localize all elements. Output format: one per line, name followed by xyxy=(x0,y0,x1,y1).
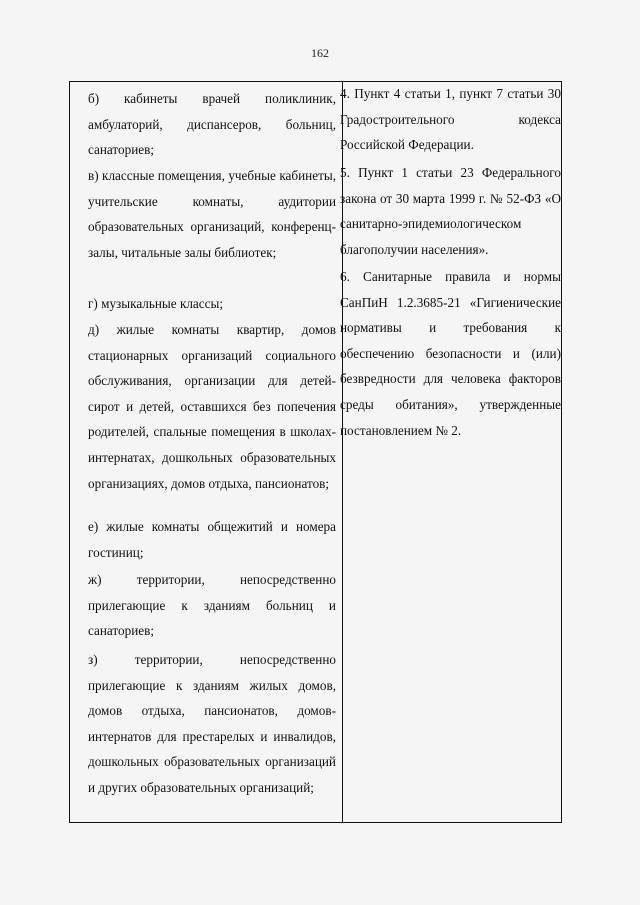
left-paragraph-v: в) классные помещения, учебные кабинеты, учительские комнаты, аудитории образовательных организаций, конференц-залы, читальные залы библиотек; xyxy=(88,168,336,260)
left-paragraph-g: г) музыкальные классы; xyxy=(88,296,224,311)
right-paragraph-5: 5. Пункт 1 статьи 23 Федерального закона от 30 марта 1999 г. № 52-ФЗ «О санитарно-эпидемиологическом благополучии населения». xyxy=(340,165,561,257)
two-column-table xyxy=(69,81,562,823)
left-paragraph-z: з) территории, непосредственно прилегающие к зданиям жилых домов, домов отдыха, пансионатов, домов-интернатов для престарелых и инвалидов, дошкольных образовательных организаций и других образовательных организаций; xyxy=(88,652,336,795)
page-number: 162 xyxy=(311,46,329,60)
left-paragraph-d: д) жилые комнаты квартир, домов стационарных организаций социального обслуживания, организации для детей-сирот и детей, оставшихся без попечения родителей, спальные помещения в школах-интернатах, дошкольных образовательных организациях, домов отдыха, пансионатов; xyxy=(88,322,336,491)
right-paragraph-6: 6. Санитарные правила и нормы СанПиН 1.2.3685-21 «Гигиенические нормативы и требования к обеспечению безопасности и (или) безвредности для человека факторов среды обитания», утвержденные постановлением № 2. xyxy=(340,269,561,438)
right-paragraph-4: 4. Пункт 4 статьи 1, пункт 7 статьи 30 Градостроительного кодекса Российской Федерации. xyxy=(340,86,561,153)
left-paragraph-zh: ж) территории, непосредственно прилегающие к зданиям больниц и санаториев; xyxy=(88,572,336,639)
left-paragraph-e: е) жилые комнаты общежитий и номера гостиниц; xyxy=(88,519,336,560)
left-paragraph-b: б) кабинеты врачей поликлиник, амбулаторий, диспансеров, больниц, санаториев; xyxy=(88,91,336,158)
